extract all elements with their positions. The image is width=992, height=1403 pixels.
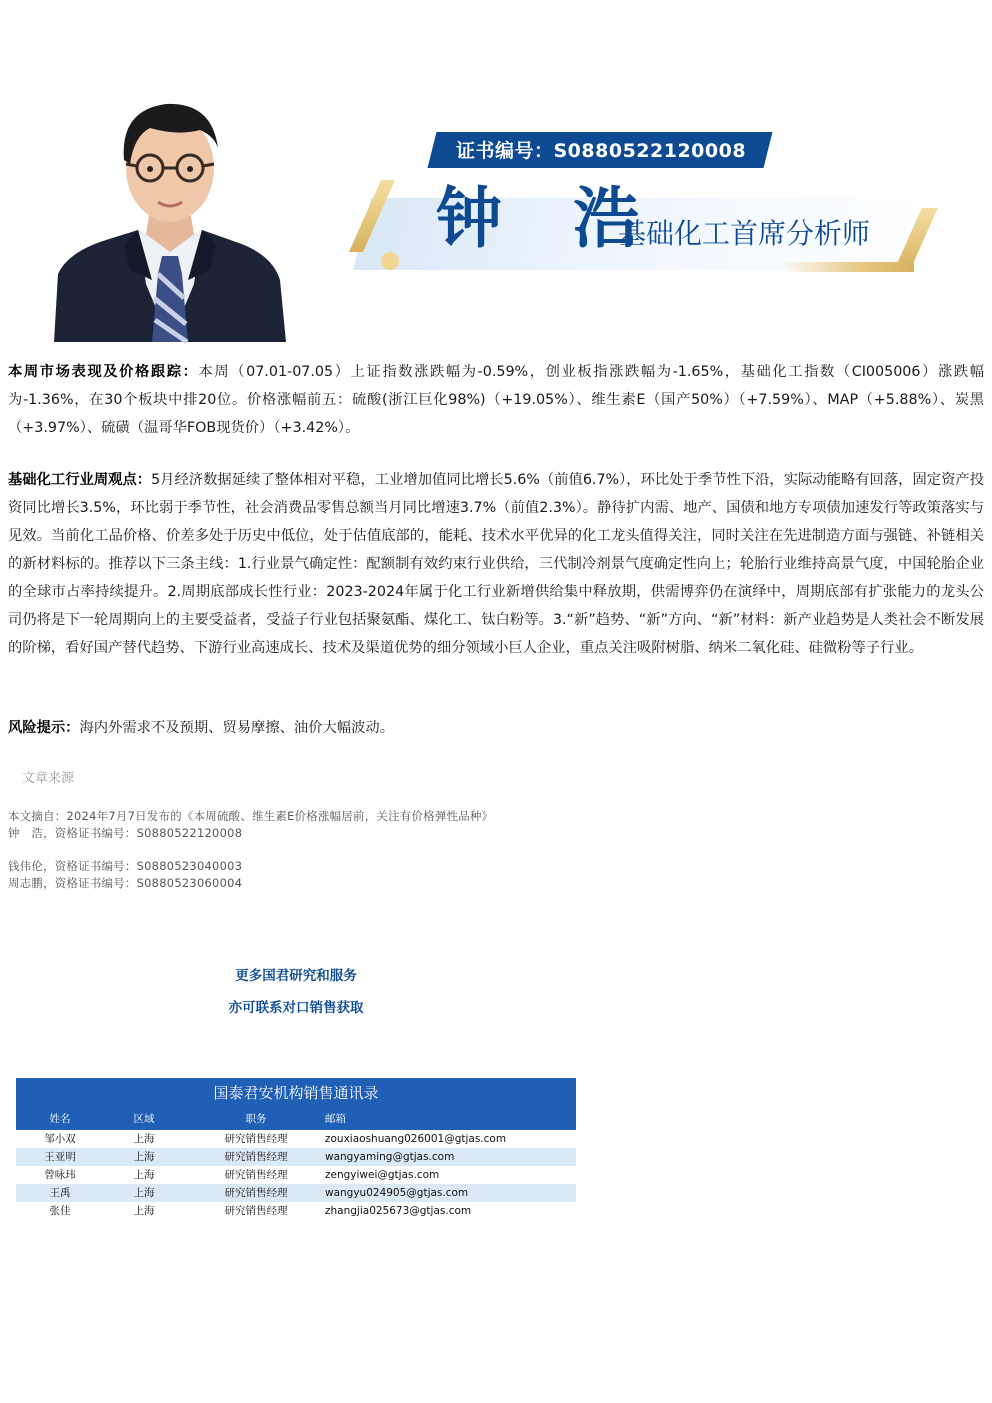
cell-region: 上海 <box>133 1187 155 1199</box>
analyst-title: 基础化工首席分析师 <box>618 217 871 250</box>
cell-position: 研究销售经理 <box>224 1187 288 1199</box>
table-row <box>16 1184 576 1202</box>
more-research-line: 更多国君研究和服务 <box>235 968 357 984</box>
cell-email[interactable]: zhangjia025673@gtjas.com <box>325 1205 472 1217</box>
cell-region: 上海 <box>133 1205 155 1217</box>
view-paragraph <box>8 466 984 662</box>
header-position: 职务 <box>245 1113 267 1125</box>
market-paragraph <box>8 358 984 442</box>
cell-region: 上海 <box>133 1133 155 1145</box>
cell-name: 邹小双 <box>44 1133 76 1145</box>
table-row <box>16 1130 576 1148</box>
cell-email[interactable]: wangyu024905@gtjas.com <box>325 1187 469 1199</box>
contact-sales-line: 亦可联系对口销售获取 <box>228 1000 364 1016</box>
analyst-photo <box>54 84 286 342</box>
analyst-name: 钟 浩 <box>436 179 663 257</box>
market-text: 本周（07.01-07.05）上证指数涨跌幅为-0.59%，创业板指涨跌幅为-1.65%，基础化工指数（CI005006）涨跌幅为-1.36%，在30个板块中排20位。价格涨幅前五：硫酸(浙江巨化98%)（+19.05%）、维生素E（国产50%）（+7.59%）、MAP（+5.88%）、炭黑（+3.97%）、硫磺（温哥华FOB现货价）（+3.42%）。 <box>8 364 984 436</box>
author-line-3: 周志鹏，资格证书编号：S0880523060004 <box>8 876 243 890</box>
cell-position: 研究销售经理 <box>224 1151 288 1163</box>
cell-position: 研究销售经理 <box>224 1133 288 1145</box>
cell-position: 研究销售经理 <box>224 1169 288 1181</box>
source-label: 文章来源 <box>22 771 75 786</box>
cell-email[interactable]: zengyiwei@gtjas.com <box>325 1169 440 1181</box>
header-region: 区域 <box>133 1113 155 1125</box>
analyst-banner <box>0 0 992 345</box>
gold-dot <box>381 252 399 270</box>
cell-region: 上海 <box>133 1151 155 1163</box>
view-label: 基础化工行业周观点： <box>8 472 152 488</box>
cell-name: 王亚明 <box>44 1151 76 1163</box>
risk-label: 风险提示： <box>8 720 80 736</box>
cell-name: 王禹 <box>49 1187 71 1199</box>
table-title: 国泰君安机构销售通讯录 <box>16 1078 576 1108</box>
gold-accent-bottom <box>780 262 914 272</box>
cell-name: 曾咏玮 <box>44 1169 76 1181</box>
table-row <box>16 1166 576 1184</box>
cell-email[interactable]: zouxiaoshuang026001@gtjas.com <box>325 1133 507 1145</box>
market-label: 本周市场表现及价格跟踪： <box>8 364 199 380</box>
cell-name: 张佳 <box>49 1205 71 1217</box>
cell-position: 研究销售经理 <box>224 1205 288 1217</box>
table-header-row <box>16 1108 576 1130</box>
table-row <box>16 1202 576 1220</box>
excerpt-line: 本文摘自：2024年7月7日发布的《本周硫酸、维生素E价格涨幅居前，关注有价格弹性品种》 <box>8 809 494 823</box>
cell-region: 上海 <box>133 1169 155 1181</box>
risk-text: 海内外需求不及预期、贸易摩擦、油价大幅波动。 <box>79 720 395 736</box>
author-line-1: 钟 浩，资格证书编号：S0880522120008 <box>8 826 243 840</box>
table-row <box>16 1148 576 1166</box>
author-line-2: 钱伟伦，资格证书编号：S0880523040003 <box>8 859 243 873</box>
cell-email[interactable]: wangyaming@gtjas.com <box>325 1151 455 1163</box>
sales-directory-table <box>16 1078 576 1217</box>
view-text: 5月经济数据延续了整体相对平稳，工业增加值同比增长5.6%（前值6.7%），环比处于季节性下沿，实际动能略有回落，固定资产投资同比增长3.5%，环比弱于季节性，社会消费品零售总额当月同比增速3.7%（前值2.3%）。静待扩内需、地产、国债和地方专项债加速发行等政策落实与见效。当前化工品价格、价差多处于历史中低位，处于估值底部的，能耗、技术水平优异的化工龙头值得关注，同时关注在先进制造方面与强链、补链相关的新材料标的。推荐以下三条主线：1.行业景气确定性：配额制有效约束行业供给，三代制冷剂景气度确定性向上；轮胎行业维持高景气度，中国轮胎企业的全球市占率持续提升。2.周期底部成长性行业：2023-2024年属于化工行业新增供给集中释放期，供需博弈仍在演绎中，周期底部有扩张能力的龙头公司仍将是下一轮周期向上的主要受益者，受益子行业包括聚氨酯、煤化工、钛白粉等。3.“新”趋势、“新”方向、“新”材料：新产业趋势是人类社会不断发展的阶梯，看好国产替代趋势、下游行业高速成长、技术及渠道优势的细分领域小巨人企业，重点关注吸附树脂、纳米二氧化硅、硅微粉等子行业。 <box>8 472 984 656</box>
risk-paragraph <box>8 714 984 742</box>
header-name: 姓名 <box>49 1113 71 1125</box>
header-email: 邮箱 <box>325 1113 346 1125</box>
certificate-number: 证书编号：S0880522120008 <box>456 140 747 162</box>
